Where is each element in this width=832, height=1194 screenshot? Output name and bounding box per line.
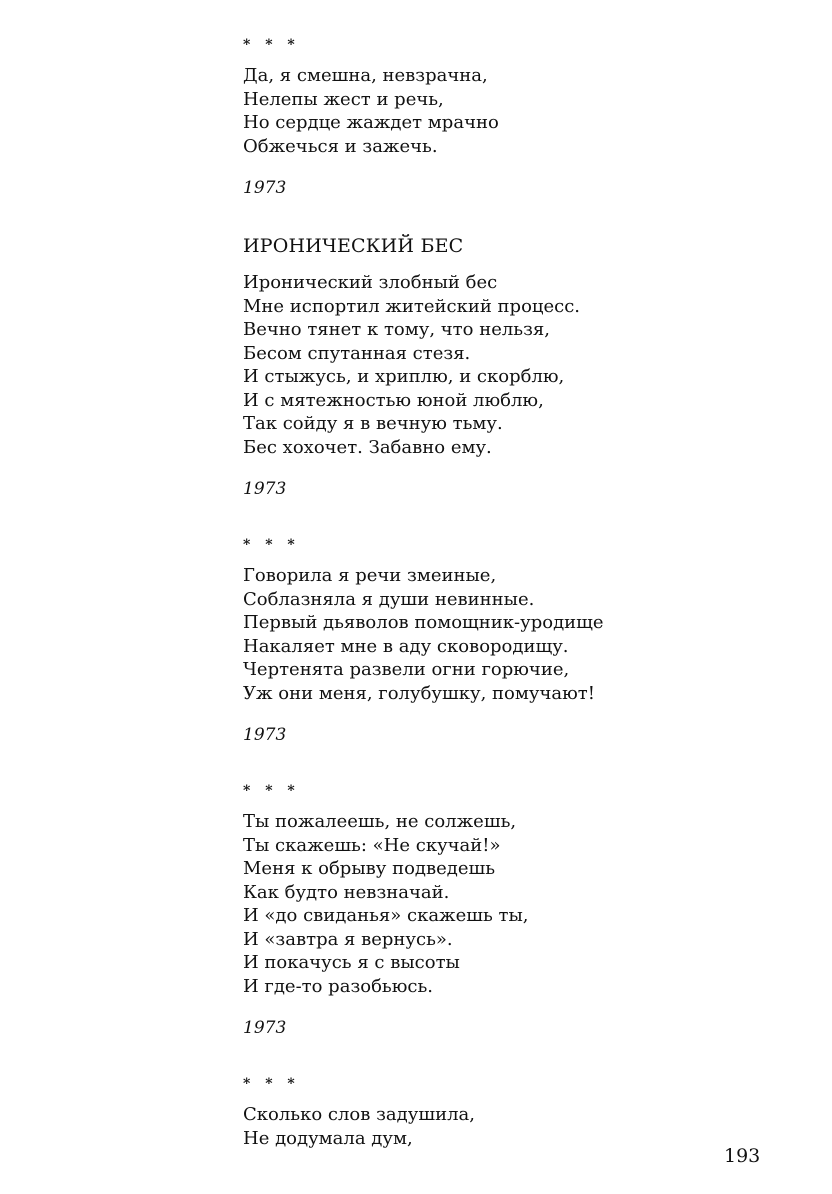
poem-lines (243, 64, 763, 158)
poem-line: Соблазняла я души невинные. (243, 588, 535, 610)
spacer (243, 1039, 763, 1073)
poem-date: 1973 (243, 725, 287, 745)
spacer (243, 746, 763, 780)
poem-title: ИРОНИЧЕСКИЙ БЕС (243, 235, 464, 257)
asterism-divider: * * * (243, 1076, 300, 1092)
poem-line: Но сердце жаждет мрачно (243, 112, 499, 133)
asterism-divider: * * * (243, 537, 300, 553)
poem-line: Уж они меня, голубушку, помучают! (243, 682, 595, 704)
poem-1 (243, 34, 763, 199)
poem-line: Накаляет мне в аду сковородищу. (243, 635, 569, 657)
poem-line: И где-то разобьюсь. (243, 975, 434, 997)
poem-line: И «завтра я вернусь». (243, 928, 453, 950)
poem-line: Обжечься и зажечь. (243, 135, 438, 157)
poem-line: Да, я смешна, невзрачна, (243, 65, 488, 86)
poem-line: Не додумала дум, (243, 1127, 413, 1149)
poem-line: Нелепы жест и речь, (243, 88, 444, 110)
asterism-divider: * * * (243, 37, 300, 53)
poem-line: Первый дьяволов помощник-уродище (243, 612, 604, 633)
poem-line: И «до свиданья» скажешь ты, (243, 905, 529, 926)
spacer (243, 500, 763, 534)
poem-line: Иронический злобный бес (243, 272, 498, 293)
poem-line: Вечно тянет к тому, что нельзя, (243, 319, 550, 340)
poem-line: Ты пожалеешь, не солжешь, (243, 811, 517, 832)
poem-line: Чертенята развели огни горючие, (243, 659, 570, 680)
poem-line: Мне испортил житейский процесс. (243, 295, 581, 317)
poem-5 (243, 1073, 763, 1150)
poem-line: И покачусь я с высоты (243, 952, 460, 973)
poem-lines (243, 1103, 763, 1150)
poem-lines (243, 564, 763, 705)
poem-lines (243, 810, 763, 998)
poem-lines (243, 271, 763, 459)
poem-line: Так сойду я в вечную тьму. (243, 413, 503, 434)
poem-line: Говорила я речи змеиные, (243, 565, 497, 586)
poem-line: Ты скажешь: «Не скучай!» (243, 834, 501, 856)
poem-date: 1973 (243, 479, 287, 499)
page-number: 193 (724, 1145, 761, 1167)
poem-line: Как будто невзначай. (243, 881, 450, 903)
poem-3 (243, 534, 763, 746)
asterism-divider: * * * (243, 783, 300, 799)
page-content (243, 34, 763, 1150)
poem-4 (243, 780, 763, 1039)
poem-date: 1973 (243, 1018, 287, 1038)
poem-line: Меня к обрыву подведешь (243, 858, 496, 879)
poem-date: 1973 (243, 178, 287, 198)
poem-line: Сколько слов задушила, (243, 1104, 475, 1125)
poem-2 (243, 233, 763, 500)
poem-line: Бесом спутанная стезя. (243, 342, 471, 364)
poem-line: И стыжусь, и хриплю, и скорблю, (243, 366, 565, 387)
poem-line: И с мятежностью юной люблю, (243, 389, 544, 411)
spacer (243, 199, 763, 233)
poem-line: Бес хохочет. Забавно ему. (243, 436, 492, 458)
